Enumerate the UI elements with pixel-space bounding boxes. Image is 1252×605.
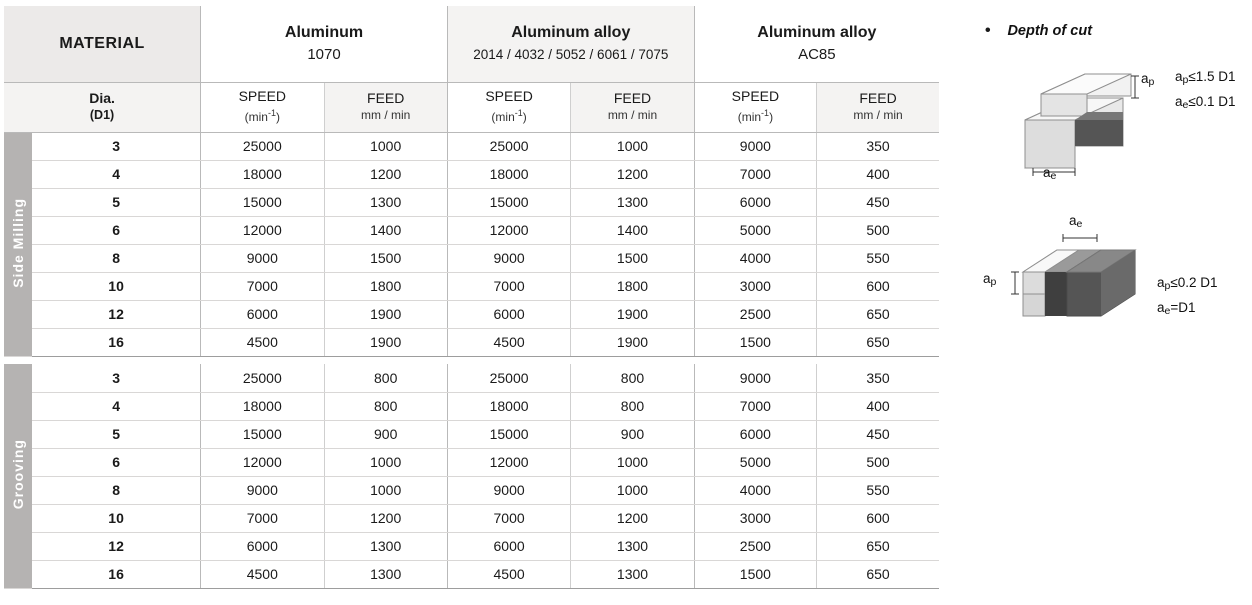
- value-cell: 800: [324, 364, 447, 392]
- diameter-cell: 4: [32, 160, 201, 188]
- unit-name: SPEED: [485, 88, 533, 104]
- diameter-cell: 4: [32, 392, 201, 420]
- value-cell: 350: [817, 132, 939, 160]
- unit-header-3: [447, 82, 570, 132]
- unit-header-1: [201, 82, 324, 132]
- value-cell: 12000: [447, 448, 570, 476]
- value-cell: 5000: [694, 448, 816, 476]
- table-row: [4, 188, 939, 216]
- material-header-2: [447, 6, 694, 82]
- table-row: [4, 244, 939, 272]
- value-cell: 4000: [694, 476, 816, 504]
- value-cell: 15000: [201, 188, 324, 216]
- value-cell: 18000: [201, 160, 324, 188]
- value-cell: 3000: [694, 272, 816, 300]
- unit-header-4: [571, 82, 694, 132]
- value-cell: 1200: [324, 504, 447, 532]
- value-cell: 4000: [694, 244, 816, 272]
- value-cell: 650: [817, 560, 939, 588]
- value-cell: 15000: [447, 188, 570, 216]
- table-row: [4, 532, 939, 560]
- value-cell: 9000: [447, 244, 570, 272]
- table-row: [4, 216, 939, 244]
- value-cell: 15000: [201, 420, 324, 448]
- figure-grooving: [983, 213, 1247, 346]
- grooving-diagram-icon: [1005, 216, 1165, 341]
- diameter-cell: 10: [32, 504, 201, 532]
- side-milling-diagram-icon: [1011, 62, 1151, 182]
- depth-of-cut-label: Depth of cut: [1007, 23, 1093, 39]
- table-row: [4, 300, 939, 328]
- value-cell: 600: [817, 504, 939, 532]
- value-cell: 1800: [571, 272, 694, 300]
- value-cell: 1300: [571, 532, 694, 560]
- unit-name: SPEED: [731, 88, 780, 104]
- cutting-data-table: [4, 6, 939, 589]
- section-label-2: [4, 364, 32, 588]
- value-cell: 1000: [324, 476, 447, 504]
- unit-name: FEED: [367, 90, 405, 106]
- value-cell: 350: [817, 364, 939, 392]
- value-cell: 1500: [324, 244, 447, 272]
- unit-name: FEED: [613, 90, 652, 106]
- material-title: Aluminum alloy: [511, 24, 631, 42]
- value-cell: 25000: [447, 364, 570, 392]
- value-cell: 15000: [447, 420, 570, 448]
- value-cell: 550: [817, 244, 939, 272]
- diameter-cell: 12: [32, 300, 201, 328]
- value-cell: 500: [817, 216, 939, 244]
- bullet-icon: •: [985, 22, 991, 39]
- material-subtitle: AC85: [798, 46, 836, 64]
- value-cell: 25000: [201, 132, 324, 160]
- value-cell: 9000: [201, 476, 324, 504]
- unit-measure: mm / min: [607, 108, 658, 122]
- table-row: [4, 560, 939, 588]
- table-row: [4, 272, 939, 300]
- value-cell: 18000: [447, 392, 570, 420]
- value-cell: 1000: [324, 448, 447, 476]
- value-cell: 1200: [571, 504, 694, 532]
- material-subtitle: 1070: [307, 46, 341, 64]
- figure2-ap-label: ap: [983, 271, 997, 288]
- unit-name: SPEED: [238, 88, 287, 104]
- value-cell: 6000: [694, 420, 816, 448]
- value-cell: 12000: [201, 448, 324, 476]
- diameter-cell: 3: [32, 132, 201, 160]
- value-cell: 9000: [694, 364, 816, 392]
- diameter-cell: 6: [32, 216, 201, 244]
- value-cell: 650: [817, 300, 939, 328]
- value-cell: 12000: [447, 216, 570, 244]
- value-cell: 400: [817, 160, 939, 188]
- value-cell: 9000: [447, 476, 570, 504]
- value-cell: 1900: [571, 300, 694, 328]
- figure1-ae-label: ae: [1043, 165, 1057, 182]
- diameter-cell: 5: [32, 188, 201, 216]
- value-cell: 1000: [324, 132, 447, 160]
- section-gap: [4, 356, 939, 364]
- units-header-row: [4, 82, 939, 132]
- depth-of-cut-title: [985, 22, 1247, 40]
- unit-header-5: [694, 82, 816, 132]
- value-cell: 12000: [201, 216, 324, 244]
- figure1-notes: ap≤1.5 D1 ae≤0.1 D1: [1175, 69, 1236, 111]
- material-header-3: [694, 6, 939, 82]
- value-cell: 1900: [324, 328, 447, 356]
- value-cell: 4500: [447, 560, 570, 588]
- value-cell: 6000: [201, 532, 324, 560]
- table-row: [4, 364, 939, 392]
- diameter-cell: 16: [32, 560, 201, 588]
- value-cell: 25000: [447, 132, 570, 160]
- value-cell: 1900: [571, 328, 694, 356]
- diameter-cell: 5: [32, 420, 201, 448]
- unit-measure: $(\min^{-1})$: [737, 108, 774, 124]
- material-title: Aluminum alloy: [757, 24, 877, 42]
- value-cell: 4500: [201, 328, 324, 356]
- figure1-ap-label: ap: [1141, 71, 1155, 88]
- diameter-cell: 10: [32, 272, 201, 300]
- value-cell: 6000: [694, 188, 816, 216]
- dia-header-cell: [4, 82, 201, 132]
- value-cell: 1500: [571, 244, 694, 272]
- value-cell: 7000: [694, 160, 816, 188]
- value-cell: 800: [571, 392, 694, 420]
- table-row: [4, 504, 939, 532]
- value-cell: 1400: [571, 216, 694, 244]
- value-cell: 6000: [447, 532, 570, 560]
- value-cell: 500: [817, 448, 939, 476]
- depth-of-cut-panel: [985, 22, 1247, 346]
- value-cell: 650: [817, 532, 939, 560]
- diameter-cell: 16: [32, 328, 201, 356]
- table-row: [4, 160, 939, 188]
- value-cell: 2500: [694, 532, 816, 560]
- diameter-cell: 8: [32, 244, 201, 272]
- value-cell: 1500: [694, 328, 816, 356]
- table-row: [4, 328, 939, 356]
- value-cell: 1200: [571, 160, 694, 188]
- table-row: [4, 132, 939, 160]
- value-cell: 800: [324, 392, 447, 420]
- unit-measure: $(\min^{-1})$: [244, 108, 280, 124]
- value-cell: 1000: [571, 132, 694, 160]
- material-subtitle: 2014 / 4032 / 5052 / 6061 / 7075: [473, 47, 669, 63]
- value-cell: 800: [571, 364, 694, 392]
- value-cell: 550: [817, 476, 939, 504]
- table-row: [4, 448, 939, 476]
- diameter-cell: 3: [32, 364, 201, 392]
- figure-side-milling: [985, 62, 1247, 186]
- value-cell: 1000: [571, 476, 694, 504]
- value-cell: 450: [817, 188, 939, 216]
- material-label-cell: [4, 6, 201, 82]
- value-cell: 1800: [324, 272, 447, 300]
- figure2-notes: ap≤0.2 D1 ae=D1: [1157, 275, 1218, 317]
- value-cell: 7000: [447, 504, 570, 532]
- value-cell: 1300: [324, 188, 447, 216]
- material-header-1: [201, 6, 448, 82]
- value-cell: 18000: [201, 392, 324, 420]
- value-cell: 400: [817, 392, 939, 420]
- diameter-cell: 12: [32, 532, 201, 560]
- value-cell: 9000: [694, 132, 816, 160]
- value-cell: 7000: [201, 272, 324, 300]
- material-header-row: [4, 6, 939, 82]
- section-label-text: Side Milling: [10, 197, 27, 288]
- value-cell: 1300: [324, 532, 447, 560]
- unit-name: FEED: [859, 90, 897, 106]
- value-cell: 1300: [571, 560, 694, 588]
- value-cell: 1900: [324, 300, 447, 328]
- value-cell: 6000: [201, 300, 324, 328]
- value-cell: 1500: [694, 560, 816, 588]
- value-cell: 7000: [201, 504, 324, 532]
- value-cell: 900: [324, 420, 447, 448]
- material-label: MATERIAL: [59, 34, 145, 52]
- value-cell: 1000: [571, 448, 694, 476]
- table-row: [4, 420, 939, 448]
- value-cell: 7000: [694, 392, 816, 420]
- section-label-text: Grooving: [10, 439, 27, 510]
- value-cell: 600: [817, 272, 939, 300]
- unit-header-2: [324, 82, 447, 132]
- dia-sublabel: (D1): [89, 108, 115, 122]
- section-label-1: [4, 132, 32, 356]
- value-cell: 1300: [571, 188, 694, 216]
- table-row: [4, 392, 939, 420]
- value-cell: 2500: [694, 300, 816, 328]
- dia-label: Dia.: [89, 90, 115, 106]
- table-row: [4, 476, 939, 504]
- value-cell: 6000: [447, 300, 570, 328]
- value-cell: 4500: [447, 328, 570, 356]
- diameter-cell: 8: [32, 476, 201, 504]
- value-cell: 450: [817, 420, 939, 448]
- unit-measure: $(\min^{-1})$: [491, 108, 527, 124]
- value-cell: 650: [817, 328, 939, 356]
- value-cell: 25000: [201, 364, 324, 392]
- value-cell: 3000: [694, 504, 816, 532]
- value-cell: 1400: [324, 216, 447, 244]
- value-cell: 5000: [694, 216, 816, 244]
- value-cell: 1300: [324, 560, 447, 588]
- figure2-ae-label: ae: [1069, 213, 1083, 230]
- unit-measure: mm / min: [361, 108, 411, 122]
- value-cell: 900: [571, 420, 694, 448]
- value-cell: 9000: [201, 244, 324, 272]
- diameter-cell: 6: [32, 448, 201, 476]
- value-cell: 1200: [324, 160, 447, 188]
- value-cell: 18000: [447, 160, 570, 188]
- unit-header-6: [817, 82, 939, 132]
- value-cell: 7000: [447, 272, 570, 300]
- unit-measure: mm / min: [853, 108, 903, 122]
- material-title: Aluminum: [284, 24, 364, 42]
- value-cell: 4500: [201, 560, 324, 588]
